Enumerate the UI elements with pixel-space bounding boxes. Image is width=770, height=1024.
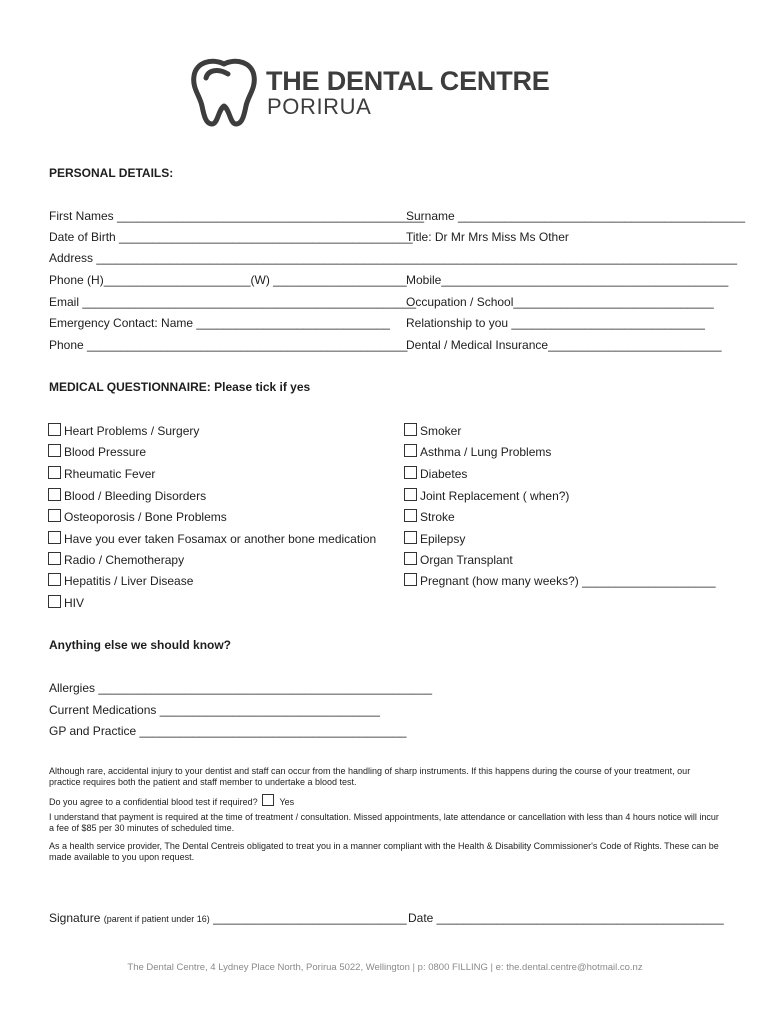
checkbox-item[interactable]: Joint Replacement ( when?): [404, 488, 569, 503]
checkbox-item[interactable]: Diabetes: [404, 466, 467, 481]
blood-test-consent: [49, 794, 294, 808]
checkbox[interactable]: [404, 488, 417, 501]
checkbox-item[interactable]: Smoker: [404, 423, 461, 438]
checkbox-item[interactable]: HIV: [48, 595, 84, 610]
checkbox-item[interactable]: Have you ever taken Fosamax or another bone medication: [48, 531, 376, 546]
consent-question: Do you agree to a confidential blood test if required?: [49, 797, 258, 807]
gp-practice-field[interactable]: GP and Practice ________________________________________: [49, 724, 407, 738]
emergency-phone-field[interactable]: Phone ________________________________________________: [49, 338, 408, 352]
signature-label: Signature: [49, 911, 101, 925]
checkbox[interactable]: [404, 509, 417, 522]
brand-location: PORIRUA: [267, 94, 372, 119]
checkbox[interactable]: [48, 423, 61, 436]
blood-test-notice: Although rare, accidental injury to your dentist and staff can occur from the handling of sharp instruments. If this happens during the course of your treatment, our practice requires both the patient and staff member to undertake a blood test.: [49, 766, 691, 787]
address-field[interactable]: Address ________________________________________________________________________________________________: [49, 251, 738, 265]
checkbox[interactable]: [404, 423, 417, 436]
title-field[interactable]: Title: Dr Mr Mrs Miss Ms Other: [406, 230, 569, 244]
tooth-icon: [188, 56, 260, 128]
date-field[interactable]: Date ___________________________________________: [408, 911, 724, 925]
signature-row[interactable]: [49, 911, 407, 926]
checkbox-item[interactable]: Stroke: [404, 509, 455, 524]
first-names-field[interactable]: First Names ______________________________________________: [49, 209, 424, 223]
checkbox[interactable]: [48, 531, 61, 544]
checkbox[interactable]: [404, 466, 417, 479]
mobile-field[interactable]: Mobile___________________________________________: [406, 273, 729, 287]
checkbox[interactable]: [404, 531, 417, 544]
checkbox[interactable]: [48, 488, 61, 501]
checkbox[interactable]: [404, 444, 417, 457]
checkbox-item[interactable]: Epilepsy: [404, 531, 465, 546]
personal-details-heading: PERSONAL DETAILS:: [49, 166, 174, 180]
checkbox-item[interactable]: Organ Transplant: [404, 552, 513, 567]
checkbox-item[interactable]: Pregnant (how many weeks?) ____________________: [404, 573, 716, 588]
checkbox[interactable]: [48, 466, 61, 479]
brand-name: THE DENTAL CENTRE: [266, 66, 550, 96]
checkbox-item[interactable]: Osteoporosis / Bone Problems: [48, 509, 227, 524]
phone-home-work-field[interactable]: Phone (H)______________________(W) ____________________: [49, 273, 407, 287]
clinic-logo: [188, 56, 568, 128]
consent-yes-label: Yes: [279, 797, 295, 807]
date-of-birth-field[interactable]: Date of Birth ____________________________________________: [49, 230, 413, 244]
rights-notice: As a health service provider, The Dental Centreis obligated to treat you in a manner compliant with the Health & Disability Commissioner's Code of Rights. These can be made available to you upon request.: [49, 841, 719, 862]
checkbox[interactable]: [48, 552, 61, 565]
consent-checkbox[interactable]: [262, 794, 274, 806]
insurance-field[interactable]: Dental / Medical Insurance__________________________: [406, 338, 722, 352]
surname-field[interactable]: Surname ___________________________________________: [406, 209, 745, 223]
anything-else-heading: Anything else we should know?: [49, 638, 232, 652]
current-medications-field[interactable]: Current Medications _________________________________: [49, 703, 380, 717]
email-field[interactable]: Email __________________________________________________: [49, 295, 417, 309]
occupation-field[interactable]: Occupation / School______________________________: [406, 295, 714, 309]
checkbox[interactable]: [404, 552, 417, 565]
checkbox[interactable]: [48, 509, 61, 522]
checkbox-item[interactable]: Hepatitis / Liver Disease: [48, 573, 193, 588]
checkbox[interactable]: [404, 573, 417, 586]
checkbox-item[interactable]: Radio / Chemotherapy: [48, 552, 184, 567]
checkbox-item[interactable]: Asthma / Lung Problems: [404, 444, 551, 459]
relationship-field[interactable]: Relationship to you _____________________________: [406, 316, 705, 330]
allergies-field[interactable]: Allergies __________________________________________________: [49, 681, 433, 695]
emergency-contact-field[interactable]: Emergency Contact: Name _____________________________: [49, 316, 390, 330]
checkbox-item[interactable]: Heart Problems / Surgery: [48, 423, 199, 438]
checkbox-item[interactable]: Rheumatic Fever: [48, 466, 155, 481]
checkbox[interactable]: [48, 595, 61, 608]
checkbox-item[interactable]: Blood Pressure: [48, 444, 146, 459]
payment-notice: I understand that payment is required at the time of treatment / consultation. Missed appointments, late attendance or cancellation with less than 4 hours notice will incur a fee of $85 per 30 minutes of scheduled time.: [49, 812, 719, 833]
checkbox[interactable]: [48, 573, 61, 586]
footer-contact: The Dental Centre, 4 Lydney Place North, Porirua 5022, Wellington | p: 0800 FILLING | e: the.dental.centre@hotmail.co.nz: [127, 962, 643, 973]
signature-line[interactable]: _____________________________: [213, 911, 407, 925]
medical-questionnaire-heading: MEDICAL QUESTIONNAIRE: Please tick if yes: [49, 380, 311, 394]
signature-note: (parent if patient under 16): [103, 914, 210, 924]
checkbox-item[interactable]: Blood / Bleeding Disorders: [48, 488, 206, 503]
checkbox[interactable]: [48, 444, 61, 457]
